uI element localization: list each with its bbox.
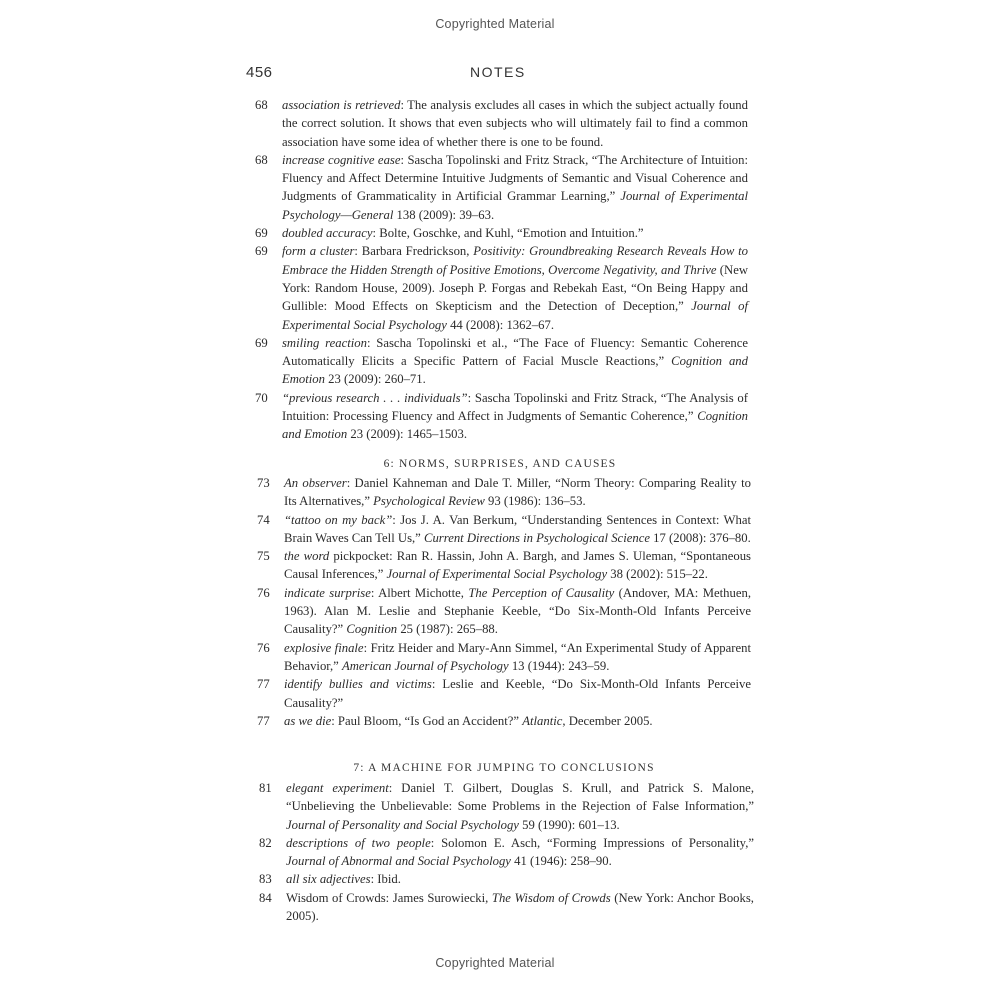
note-entry	[257, 511, 751, 548]
note-page-ref: 75	[257, 549, 270, 564]
note-text: : Daniel Kahneman and Dale T. Miller, “Norm Theory: Comparing Reality to Its Alternatives,”	[284, 476, 751, 509]
note-text: 23 (2009): 1465–1503.	[347, 427, 468, 442]
note-entry	[257, 474, 751, 511]
running-head: NOTES	[470, 64, 526, 80]
note-italic-text: An observer	[284, 476, 347, 490]
note-entry	[259, 870, 754, 888]
note-entry	[257, 712, 751, 730]
note-page-ref: 69	[255, 226, 268, 241]
copyright-watermark-bottom: Copyrighted Material	[435, 956, 555, 970]
note-text: 41 (1946): 258–90.	[510, 854, 612, 869]
note-italic-text: Journal of Experimental Social Psychology	[282, 299, 748, 332]
note-text: : Daniel T. Gilbert, Douglas S. Krull, and Patrick S. Malone, “Unbelieving the Unbelievable: Some Problems in the Rejection of False Information,”	[286, 781, 754, 814]
note-text: : Sascha Topolinski and Fritz Strack, “The Analysis of Intuition: Processing Fluency and Affect in Judgments of Semantic Coherence,”	[282, 390, 748, 424]
note-text: 44 (2008): 1362–67.	[446, 317, 555, 332]
note-page-ref: 84	[259, 890, 272, 905]
note-italic-text: Atlantic	[522, 713, 563, 728]
note-italic-text: “tattoo on my back”	[284, 512, 393, 527]
note-italic-text: Journal of Abnormal and Social Psychology	[286, 854, 511, 869]
note-page-ref: 82	[259, 835, 272, 850]
note-entry	[257, 639, 751, 676]
note-text: 138 (2009): 39–63.	[393, 207, 495, 222]
note-italic-text: Cognition and Emotion	[282, 409, 748, 442]
note-text: : Sascha Topolinski and Fritz Strack, “The Architecture of Intuition: Fluency and Affect Determine Intuitive Judgments of Semantic and Visual Coherence and Judgments of Grammaticality in Artificial Grammar Learning,”	[282, 152, 748, 204]
note-entry	[255, 334, 748, 389]
note-entry	[255, 96, 748, 151]
note-page-ref: 69	[255, 335, 268, 350]
chapter-heading-7: 7: A MACHINE FOR JUMPING TO CONCLUSIONS	[353, 762, 655, 774]
note-text: : Ibid.	[370, 872, 401, 887]
note-italic-text: Journal of Experimental Psychology—General	[282, 189, 748, 222]
note-italic-text: increase cognitive ease	[282, 152, 401, 167]
page-number: 456	[246, 64, 273, 81]
note-text: 23 (2009): 260–71.	[325, 372, 426, 387]
note-text: : Barbara Fredrickson,	[354, 244, 474, 259]
note-text: 17 (2008): 376–80.	[649, 530, 751, 545]
note-page-ref: 76	[257, 640, 270, 655]
note-page-ref: 77	[257, 713, 270, 728]
note-text: : Albert Michotte,	[370, 585, 469, 600]
note-entry	[255, 151, 748, 224]
note-italic-text: form a cluster	[282, 244, 355, 259]
note-italic-text: indicate surprise	[284, 585, 371, 600]
note-entry	[257, 675, 751, 712]
note-text: : Jos J. A. Van Berkum, “Understanding Sentences in Context: What Brain Waves Can Tell Us,”	[284, 512, 751, 545]
note-entry	[257, 547, 751, 584]
note-text: (New York: Random House, 2009). Joseph P. Forgas and Rebekah East, “On Being Happy and Gullible: Mood Effects on Skepticism and the Detection of Deception,”	[282, 262, 748, 314]
note-italic-text: smiling reaction	[282, 335, 367, 350]
note-text: : The analysis excludes all cases in which the subject actually found the correct solution. It shows that even subjects who will ultimately fail to find a common association have some idea of whether there is one to be found.	[282, 98, 748, 149]
note-page-ref: 77	[257, 677, 270, 692]
note-text: (New York: Anchor Books, 2005).	[286, 890, 754, 924]
note-entry	[259, 834, 754, 871]
note-text: 59 (1990): 601–13.	[518, 817, 620, 832]
note-text: : Fritz Heider and Mary-Ann Simmel, “An Experimental Study of Apparent Behavior,”	[284, 640, 751, 673]
note-page-ref: 68	[255, 152, 268, 167]
note-italic-text: “previous research . . . individuals”	[282, 390, 468, 405]
note-italic-text: Cognition	[346, 622, 398, 637]
notes-section-chapter-5	[255, 96, 748, 444]
note-text: 13 (1944): 243–59.	[508, 658, 610, 673]
note-page-ref: 68	[255, 98, 268, 112]
note-text: : Leslie and Keeble, “Do Six-Month-Old Infants Perceive Causality?”	[284, 677, 751, 710]
note-text: 25 (1987): 265–88.	[397, 622, 498, 637]
note-text: (Andover, MA: Methuen, 1963). Alan M. Leslie and Stephanie Keeble, “Do Six-Month-Old Infants Perceive Causality?”	[284, 585, 752, 637]
note-page-ref: 81	[259, 781, 272, 795]
note-entry	[255, 224, 748, 242]
note-entry	[259, 889, 754, 926]
note-text: : Sascha Topolinski et al., “The Face of Fluency: Semantic Coherence Automatically Elicits a Specific Pattern of Facial Muscle Reactions,”	[282, 335, 748, 369]
note-italic-text: the word	[284, 549, 330, 564]
note-italic-text: Journal of Experimental Social Psychology	[386, 567, 608, 582]
note-italic-text: Positivity: Groundbreaking Research Reveals How to Embrace the Hidden Strength of Positive Emotions, Overcome Negativity, and Thrive	[282, 244, 748, 277]
note-page-ref: 69	[255, 244, 268, 259]
note-italic-text: elegant experiment	[286, 781, 389, 795]
note-italic-text: American Journal of Psychology	[341, 658, 509, 673]
copyright-watermark-top: Copyrighted Material	[435, 17, 555, 31]
note-italic-text: Current Directions in Psychological Science	[423, 530, 650, 545]
note-text: 93 (1986): 136–53.	[484, 494, 586, 509]
note-entry	[259, 779, 754, 834]
note-entry	[257, 584, 751, 639]
note-italic-text: Psychological Review	[373, 494, 485, 509]
note-entry	[255, 242, 748, 333]
note-italic-text: as we die	[284, 713, 332, 728]
note-text: : Solomon E. Asch, “Forming Impressions of Personality,”	[430, 835, 755, 850]
note-page-ref: 83	[259, 872, 272, 887]
note-italic-text: identify bullies and victims	[284, 677, 432, 692]
note-text: pickpocket: Ran R. Hassin, John A. Bargh, and James S. Uleman, “Spontaneous Causal Inferences,”	[284, 549, 751, 582]
note-italic-text: Journal of Personality and Social Psychology	[286, 817, 519, 832]
note-italic-text: doubled accuracy	[282, 226, 373, 241]
note-italic-text: The Wisdom of Crowds	[491, 890, 611, 905]
note-text: : Bolte, Goschke, and Kuhl, “Emotion and Intuition.”	[372, 226, 644, 241]
note-page-ref: 73	[257, 476, 270, 490]
note-italic-text: descriptions of two people	[286, 835, 431, 850]
notes-section-chapter-7	[259, 779, 754, 925]
note-page-ref: 74	[257, 512, 270, 527]
note-entry	[255, 389, 748, 444]
note-text: : Paul Bloom, “Is God an Accident?”	[331, 713, 523, 728]
note-italic-text: explosive finale	[284, 640, 364, 655]
note-text: , December 2005.	[562, 713, 653, 728]
note-page-ref: 76	[257, 585, 270, 600]
note-text: 38 (2002): 515–22.	[607, 567, 708, 582]
note-text: Wisdom of Crowds: James Surowiecki,	[286, 890, 492, 905]
note-italic-text: association is retrieved	[282, 98, 401, 112]
note-italic-text: Cognition and Emotion	[282, 354, 748, 387]
note-italic-text: The Perception of Causality	[468, 585, 615, 600]
notes-section-chapter-6	[257, 474, 751, 730]
chapter-heading-6: 6: NORMS, SURPRISES, AND CAUSES	[383, 458, 617, 470]
note-page-ref: 70	[255, 390, 268, 405]
note-italic-text: all six adjectives	[286, 872, 371, 887]
